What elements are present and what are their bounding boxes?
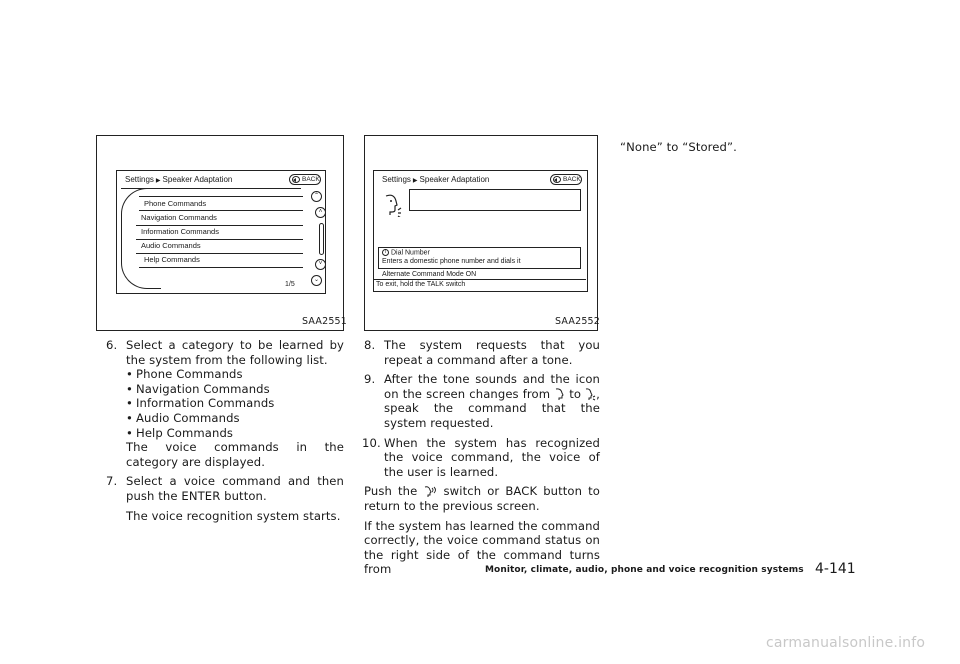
listening-icon: [554, 388, 565, 401]
back-button[interactable]: BACK: [550, 174, 582, 185]
column-1: [106, 338, 344, 523]
menu-item-phone-commands[interactable]: Phone Commands: [139, 196, 303, 211]
breadcrumb-speaker-adaptation: Speaker Adaptation: [162, 175, 233, 184]
breadcrumb-speaker-adaptation: Speaker Adaptation: [419, 175, 490, 184]
list-top-rule: [121, 188, 301, 189]
breadcrumb-settings: Settings: [125, 175, 154, 184]
command-info-box: [378, 247, 581, 269]
step-6-note: The voice commands in the category are displayed.: [126, 440, 344, 469]
section-title: Monitor, climate, audio, phone and voice recognition systems: [485, 565, 804, 575]
back-button[interactable]: BACK: [289, 174, 321, 185]
back-arrow-icon: [292, 176, 300, 183]
talk-switch-icon: [423, 485, 437, 498]
page-number: 4-141: [815, 561, 856, 577]
menu-item-navigation-commands[interactable]: Navigation Commands: [136, 211, 303, 226]
step-10: 10. When the system has recognized the voice command, the voice of the user is learned.: [362, 435, 600, 479]
bullet-item: • Navigation Commands: [126, 382, 344, 397]
menu-item-help-commands[interactable]: Help Commands: [139, 253, 303, 268]
scroll-down-button[interactable]: ˅: [315, 259, 326, 270]
learned-status-para: If the system has learned the command correctly, the voice command status on the right side of the command turns from: [364, 518, 600, 577]
page-indicator: 1/5: [285, 281, 295, 288]
back-arrow-icon: [553, 176, 561, 183]
watermark: carmanualsonline.info: [766, 635, 926, 651]
breadcrumb-settings: Settings: [382, 175, 411, 184]
voice-input-box: [409, 189, 581, 211]
bullet-item: • Help Commands: [126, 426, 344, 441]
speaking-icon: [585, 388, 596, 401]
exit-hint-bar: To exit, hold the TALK switch: [374, 279, 586, 290]
category-list: [126, 367, 344, 440]
step-7-note: The voice recognition system starts.: [126, 508, 341, 523]
breadcrumb: Settings ▶ Speaker Adaptation: [382, 175, 490, 184]
step-8: 8. The system requests that you repeat a command after a tone.: [364, 338, 600, 367]
screen-display: [373, 170, 588, 292]
push-switch-para: Push the switch or BACK button to return to the previous screen.: [364, 484, 600, 513]
step-9: 9. After the tone sounds and the icon on the screen changes from to , speak the command that the system requested.: [364, 372, 600, 430]
scroll-up-button[interactable]: ˄: [315, 207, 326, 218]
alternate-mode-label: Alternate Command Mode ON: [382, 271, 477, 278]
figure-speaker-adaptation-learning: [364, 135, 601, 331]
command-description: Enters a domestic phone number and dials it: [382, 257, 521, 265]
bullet-item: • Audio Commands: [126, 411, 344, 426]
column-2: [364, 338, 600, 577]
info-icon: i: [382, 249, 389, 256]
scrollbar[interactable]: [319, 223, 324, 255]
bullet-item: • Phone Commands: [126, 367, 344, 382]
step-7: 7. Select a voice command and then push the ENTER button.: [106, 474, 344, 503]
figure-speaker-adaptation-menu: [96, 135, 348, 331]
speaking-icon: [382, 193, 404, 217]
scroll-top-button[interactable]: ⌃: [311, 191, 322, 202]
command-title: Dial Number: [391, 249, 430, 257]
breadcrumb: Settings ▶ Speaker Adaptation: [125, 175, 233, 184]
bullet-item: • Information Commands: [126, 396, 344, 411]
screen-display: [116, 170, 326, 294]
menu-item-information-commands[interactable]: Information Commands: [136, 225, 303, 240]
menu-item-audio-commands[interactable]: Audio Commands: [136, 239, 303, 254]
step-6: 6. Select a category to be learned by the system from the following list.: [106, 338, 344, 367]
scroll-bottom-button[interactable]: ⌄: [311, 275, 322, 286]
figure-code: SAA2551: [302, 316, 348, 327]
column-3: “None” to “Stored”.: [620, 140, 737, 154]
figure-code: SAA2552: [555, 316, 601, 327]
